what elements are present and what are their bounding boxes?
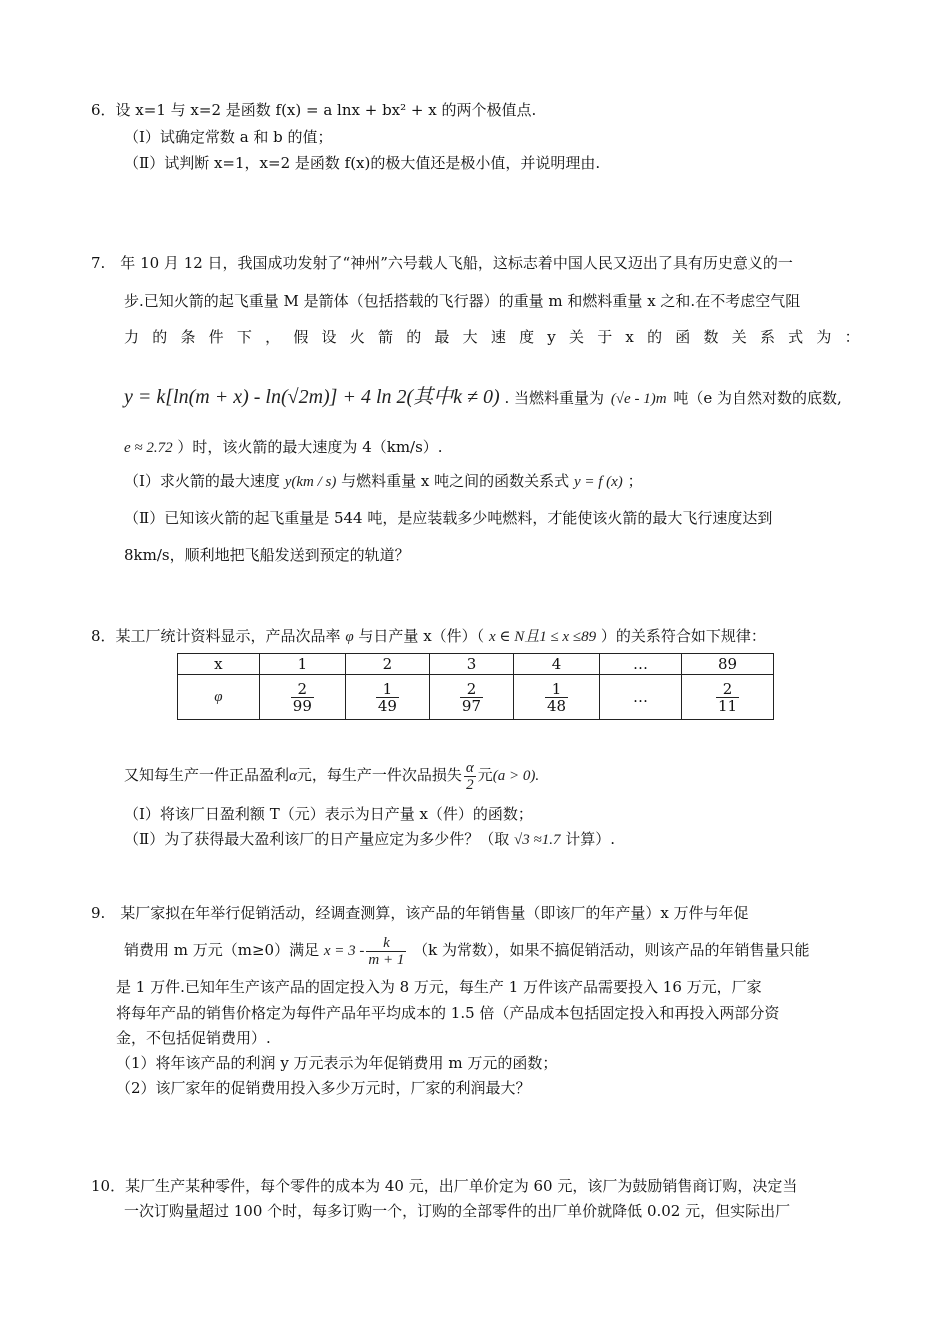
q8-part1: （Ⅰ）将该厂日盈利额 T（元）表示为日产量 x（件）的函数； bbox=[124, 805, 533, 823]
q7-line3-char: 下 bbox=[236, 328, 252, 346]
fraction bbox=[291, 681, 314, 714]
q7-line3-char: 的 bbox=[647, 328, 663, 346]
q7-line3-char: 系 bbox=[759, 328, 775, 346]
q8-phi: φ bbox=[345, 629, 354, 645]
q9-line3: 是 1 万件.已知年生产该产品的固定投入为 8 万元，每生产 1 万件该产品需要投入 16 万元，厂家 bbox=[116, 978, 762, 996]
q7-line3-char: 关 bbox=[731, 328, 747, 346]
frac-num: k bbox=[366, 935, 406, 952]
q7-line3-char: 件 bbox=[208, 328, 224, 346]
q7-part1-text-b: 与燃料重量 x 吨之间的函数关系式 bbox=[341, 472, 570, 490]
frac-num: 1 bbox=[376, 681, 399, 698]
q7-fuel: (√e - 1)m bbox=[610, 391, 667, 407]
q7-line3-char: 数 bbox=[703, 328, 719, 346]
table-cell: 89 bbox=[681, 654, 773, 675]
q9-eq-fraction bbox=[366, 935, 406, 968]
q10-line1: 10．某厂生产某种零件，每个零件的成本为 40 元，出厂单价定为 60 元，该厂为鼓励销售商订购，决定当 bbox=[91, 1177, 798, 1195]
table-cell bbox=[345, 675, 429, 720]
q7-part2-line1: （Ⅱ）已知该火箭的起飞重量是 544 吨，是应装载多少吨燃料，才能使该火箭的最大飞行速度达到 bbox=[124, 509, 773, 527]
q7-line3-char: y bbox=[547, 328, 556, 346]
q8-sqrt-approx: √3 ≈1.7 bbox=[513, 832, 561, 848]
q7-line3-char: 于 bbox=[597, 328, 613, 346]
q10-line2: 一次订购量超过 100 个时，每多订购一个，订购的全部零件的出厂单价就降低 0.02 元，但实际出厂 bbox=[124, 1202, 791, 1220]
table-cell: 1 bbox=[259, 654, 345, 675]
q7-line3 bbox=[124, 327, 860, 347]
q7-line3-char: 火 bbox=[349, 328, 365, 346]
q8-stem-text-a: 8．某工厂统计资料显示，产品次品率 bbox=[91, 627, 341, 645]
q7-line3-char: 设 bbox=[321, 328, 337, 346]
q9-line2 bbox=[124, 930, 810, 971]
q8-profit-condition: (a > 0). bbox=[492, 768, 540, 784]
q9-part1: （1）将年该产品的利润 y 万元表示为年促销费用 m 万元的函数； bbox=[116, 1054, 558, 1072]
q6-part2: （Ⅱ）试判断 x=1，x=2 是函数 f(x)的极大值还是极小值，并说明理由. bbox=[124, 154, 601, 172]
table-cell: … bbox=[600, 675, 682, 720]
q7-part2-line2: 8km/s，顺利地把飞船发送到预定的轨道？ bbox=[124, 546, 410, 564]
table-cell bbox=[514, 675, 600, 720]
q7-line3-char: ： bbox=[844, 328, 860, 346]
q7-after-fuel: 吨（e 为自然对数的底数, bbox=[673, 389, 842, 407]
q8-alpha: α bbox=[289, 768, 297, 784]
q6-part1: （Ⅰ）试确定常数 a 和 b 的值； bbox=[124, 128, 333, 146]
q7-line3-char: 为 bbox=[816, 328, 832, 346]
q8-domain: x ∈ N且1 ≤ x ≤89 bbox=[488, 629, 597, 645]
q7-part1-math2: y = f (x) bbox=[573, 474, 623, 490]
q7-line3-char: 条 bbox=[180, 328, 196, 346]
frac-den: 11 bbox=[717, 696, 738, 715]
q7-line3-char: 函 bbox=[675, 328, 691, 346]
q8-profit bbox=[124, 755, 539, 796]
q8-part2-text-b: 计算）. bbox=[565, 830, 616, 848]
q9-line2-text-a: 销费用 m 万元（m≥0）满足 bbox=[124, 941, 320, 959]
q9-part2: （2）该厂家年的促销费用投入多少万元时，厂家的利润最大？ bbox=[116, 1079, 531, 1097]
q7-line2: 步.已知火箭的起飞重量 M 是箭体（包括搭载的飞行器）的重量 m 和燃料重量 x 之和.在不考虑空气阻 bbox=[124, 292, 801, 310]
table-cell bbox=[681, 675, 773, 720]
q9-eq-lhs: x = 3 - bbox=[323, 943, 365, 959]
frac-num: 2 bbox=[460, 681, 483, 698]
q8-profit-text-c: 元 bbox=[477, 766, 493, 784]
q9-line5: 金，不包括促销费用）. bbox=[116, 1029, 271, 1047]
q7-line3-char: 速 bbox=[490, 328, 506, 346]
q8-profit-text-a: 又知每生产一件正品盈利 bbox=[124, 766, 290, 784]
frac-den: 2 bbox=[466, 776, 474, 793]
table-cell: 3 bbox=[429, 654, 513, 675]
table-cell: 4 bbox=[514, 654, 600, 675]
q7-line3-char: 假 bbox=[293, 328, 309, 346]
q7-part1-math1: y(km / s) bbox=[284, 474, 337, 490]
q8-loss-fraction bbox=[464, 760, 476, 793]
frac-den: 48 bbox=[546, 696, 567, 715]
q8-part2 bbox=[124, 829, 615, 850]
q7-line3-char: 式 bbox=[788, 328, 804, 346]
frac-num: 2 bbox=[291, 681, 314, 698]
q8-stem-text-b: 与日产量 x（件）（ bbox=[358, 627, 485, 645]
frac-den: m + 1 bbox=[368, 951, 405, 968]
q7-line3-char: ， bbox=[265, 328, 281, 346]
table-header-phi: φ bbox=[178, 675, 260, 720]
q7-line3-char: 大 bbox=[462, 328, 478, 346]
table-cell bbox=[259, 675, 345, 720]
table-header-x: x bbox=[178, 654, 260, 675]
q8-stem-text-c: ）的关系符合如下规律： bbox=[600, 627, 766, 645]
q7-line3-char: 箭 bbox=[377, 328, 393, 346]
q9-line1: 9. 某厂家拟在年举行促销活动，经调查测算，该产品的年销售量（即该厂的年产量）x 万件与年促 bbox=[91, 904, 749, 922]
q8-table bbox=[177, 653, 774, 720]
table-cell bbox=[429, 675, 513, 720]
q6-stem: 6．设 x=1 与 x=2 是函数 f(x) = a lnx + bx² + x 的两个极值点. bbox=[91, 101, 537, 119]
q7-line5-rest: ）时，该火箭的最大速度为 4（km/s）. bbox=[177, 438, 443, 456]
fraction bbox=[545, 681, 568, 714]
frac-num: α bbox=[465, 759, 474, 776]
q7-line1: 7. 年 10 月 12 日，我国成功发射了“神州”六号载人飞船，这标志着中国人民又迈出了具有历史意义的一 bbox=[91, 254, 793, 272]
q7-line3-char: 最 bbox=[434, 328, 450, 346]
table-cell: 2 bbox=[345, 654, 429, 675]
q8-part2-text-a: （Ⅱ）为了获得最大盈利该厂的日产量应定为多少件？（取 bbox=[124, 830, 510, 848]
q7-line5 bbox=[124, 437, 443, 458]
frac-num: 1 bbox=[545, 681, 568, 698]
table-cell: … bbox=[600, 654, 682, 675]
q7-line3-char: x bbox=[625, 328, 634, 346]
fraction bbox=[460, 681, 483, 714]
q9-line4: 将每年产品的销售价格定为每件产品年平均成本的 1.5 倍（产品成本包括固定投入和再投入两部分资 bbox=[116, 1004, 780, 1022]
q7-part1 bbox=[124, 471, 643, 492]
q8-stem bbox=[91, 626, 766, 647]
fraction bbox=[716, 681, 739, 714]
table-row bbox=[178, 675, 774, 720]
q7-formula-line bbox=[124, 387, 842, 409]
q7-line3-char: 度 bbox=[519, 328, 535, 346]
q7-line3-char: 的 bbox=[406, 328, 422, 346]
q7-after-formula: . 当燃料重量为 bbox=[504, 389, 605, 407]
q7-part1-text-c: ； bbox=[627, 472, 643, 490]
q7-formula: y = k[ln(m + x) - ln(√2m)] + 4 ln 2(其中k ≠ 0) bbox=[124, 386, 500, 408]
q7-line3-char: 的 bbox=[152, 328, 168, 346]
table-row bbox=[178, 654, 774, 675]
q7-line3-char: 力 bbox=[124, 328, 140, 346]
fraction bbox=[376, 681, 399, 714]
q8-profit-text-b: 元，每生产一件次品损失 bbox=[296, 766, 462, 784]
frac-den: 49 bbox=[377, 696, 397, 715]
frac-den: 99 bbox=[292, 696, 312, 715]
q7-e-approx: e ≈ 2.72 bbox=[124, 440, 173, 456]
frac-den: 97 bbox=[461, 696, 482, 715]
q9-line2-text-b: （k 为常数），如果不搞促销活动，则该产品的年销售量只能 bbox=[413, 941, 810, 959]
q7-line3-char: 关 bbox=[568, 328, 584, 346]
q7-part1-text-a: （Ⅰ）求火箭的最大速度 bbox=[124, 472, 280, 490]
frac-num: 2 bbox=[716, 681, 739, 698]
